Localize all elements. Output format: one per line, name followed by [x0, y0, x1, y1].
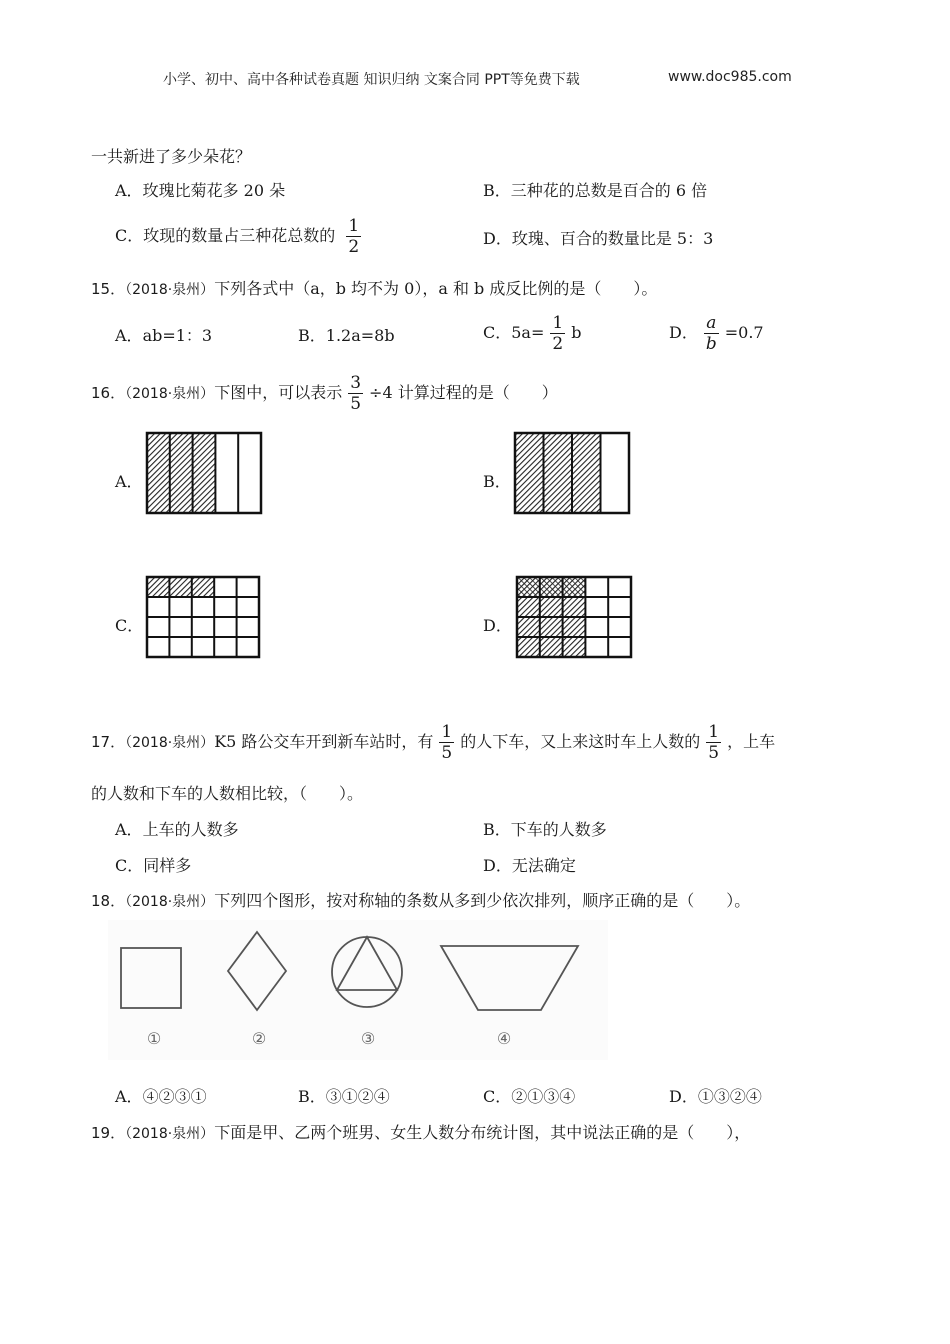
- option-label: A．: [115, 181, 143, 200]
- header-url[interactable]: www.doc985.com: [668, 69, 792, 85]
- q17-stem-line2: 的人数和下车的人数相比较，（ ）。: [91, 784, 364, 803]
- fraction: $\frac{1}{5}$: [708, 722, 720, 763]
- q16-label-d: D．: [483, 616, 512, 635]
- q17-option-c: C．同样多: [115, 856, 192, 875]
- q18-figures: [108, 920, 608, 1060]
- fraction: $\frac{1}{5}$: [441, 722, 453, 763]
- q14-option-d: [483, 229, 713, 249]
- q19-stem: 19．（2018·泉州）下面是甲、乙两个班男、女生人数分布统计图，其中说法正确的是（ ），: [91, 1123, 751, 1142]
- option-text: 玫瑰比菊花多 20 朵: [142, 181, 286, 200]
- q18-stem: 18．（2018·泉州）下列四个图形，按对称轴的条数从多到少依次排列，顺序正确的是（ ）。: [91, 891, 751, 910]
- q14-option-a: [115, 181, 285, 201]
- q18-option-d: D．①③②④: [669, 1087, 762, 1106]
- q15-option-b: B．1.2a=8b: [298, 326, 395, 345]
- q17-option-a: A．上车的人数多: [115, 820, 239, 839]
- option-text: 三种花的总数是百合的 6 倍: [510, 181, 708, 200]
- q15-stem: [91, 279, 657, 300]
- q16-figure-a: [145, 431, 263, 515]
- q18-option-a: A．④②③①: [115, 1087, 207, 1106]
- q18-option-b: B．③①②④: [298, 1087, 390, 1106]
- q15-option-a: A．ab=1：3: [115, 326, 213, 345]
- option-label: C．: [115, 226, 144, 245]
- figure-label-2: ②: [251, 1029, 267, 1048]
- figure-label-4: ④: [496, 1029, 512, 1048]
- fraction: $\frac{1}{2}$: [348, 216, 360, 257]
- header-text: 小学、初中、高中各种试卷真题 知识归纳 文案合同 PPT等免费下载: [163, 72, 580, 88]
- q16-label-b: B．: [483, 472, 511, 491]
- q17-option-d: D．无法确定: [483, 856, 576, 875]
- figure-label-3: ③: [360, 1029, 376, 1048]
- q16-stem: 16．（2018·泉州）下图中，可以表示 $\frac{3}{5}$ ÷4 计算过程的是（ ）: [91, 373, 558, 414]
- q16-figure-c: [145, 575, 261, 659]
- question-text: 下列各式中（a，b 均不为 0），a 和 b 成反比例的是（ ）。: [214, 279, 658, 298]
- option-text: 玫瑰、百合的数量比是 5：3: [511, 229, 714, 248]
- q15-option-c: C．5a= $\frac{1}{2}$ b: [483, 313, 582, 354]
- q16-label-c: C．: [115, 616, 144, 635]
- q16-figure-b: [513, 431, 631, 515]
- figure-label-1: ①: [146, 1029, 162, 1048]
- q14-stem-tail: 一共新进了多少朵花？: [91, 147, 252, 166]
- option-label: B．: [483, 181, 511, 200]
- fraction: $\frac{3}{5}$: [350, 373, 362, 414]
- option-label: D．: [483, 229, 512, 248]
- q18-option-c: C．②①③④: [483, 1087, 576, 1106]
- q16-figure-d: [515, 575, 633, 659]
- q17-option-b: B．下车的人数多: [483, 820, 607, 839]
- q16-label-a: A．: [115, 472, 143, 491]
- question-source: （2018·泉州）: [125, 282, 215, 298]
- q14-option-c: [115, 216, 367, 257]
- q15-option-d: D． $\frac{a}{b}$ =0.7: [669, 313, 764, 354]
- q17-stem: 17．（2018·泉州）K5 路公交车开到新车站时，有 $\frac{1}{5}$ 的人下车，又上来这时车上人数的 $\frac{1}{5}$ ，上车: [91, 722, 776, 763]
- fraction: $\frac{a}{b}$: [705, 313, 717, 354]
- q14-option-b: [483, 181, 707, 201]
- question-number: 15．: [91, 280, 126, 298]
- option-text: 玫现的数量占三种花总数的: [143, 226, 336, 245]
- fraction: $\frac{1}{2}$: [552, 313, 564, 354]
